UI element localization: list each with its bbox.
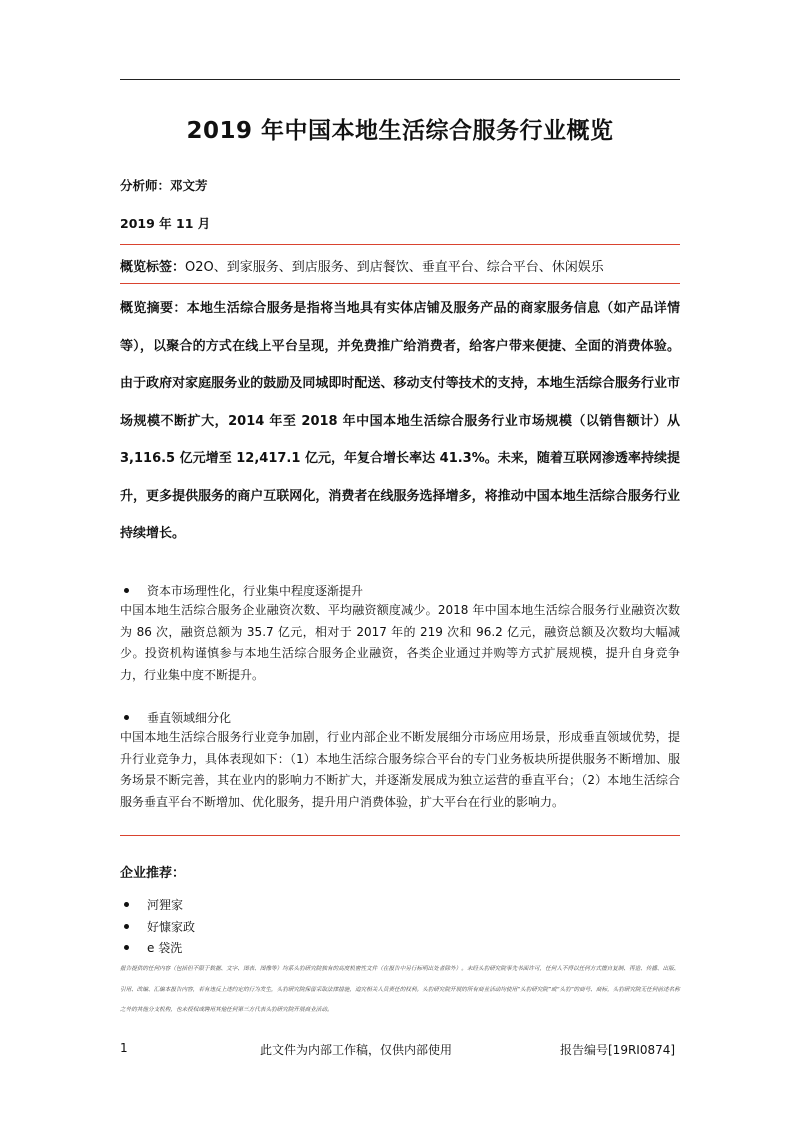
page-title: 2019 年中国本地生活综合服务行业概览 (186, 118, 614, 144)
tags-line (120, 256, 604, 275)
page-number: 1 (120, 1041, 128, 1055)
recommend-title: 企业推荐： (120, 866, 186, 881)
divider-2 (120, 283, 680, 284)
recommend-item: e 袋洗 (147, 941, 183, 955)
report-number: 报告编号[19RI0874] (560, 1043, 676, 1057)
recommend-item: 河狸家 (147, 898, 184, 912)
divider-3 (120, 835, 680, 836)
point-1-body: 中国本地生活综合服务企业融资次数、平均融资额度减少。2018 年中国本地生活综合服务行业融资次数为 86 次，融资总额为 35.7 亿元，相对于 2017 年的 219 次和 96.2 亿元，融资总额及次数均大幅减少。投资机构谨慎参与本地生活综合服务企业融资，各类企业通过并购等方式扩展规模，提升自身竞争力，行业集中度不断提升。 (120, 603, 680, 682)
bullet-icon (124, 588, 129, 593)
analyst: 分析师：邓文芳 (120, 178, 208, 193)
top-rule (120, 79, 680, 80)
summary: 概览摘要：本地生活综合服务是指将当地具有实体店铺及服务产品的商家服务信息（如产品详情等），以聚合的方式在线上平台呈现，并免费推广给消费者，给客户带来便捷、全面的消费体验。由于政府对家庭服务业的鼓励及同城即时配送、移动支付等技术的支持，本地生活综合服务行业市场规模不断扩大，2014 年至 2018 年中国本地生活综合服务行业市场规模（以销售额计）从 3,116.5 亿元增至 12,417.1 亿元，年复合增长率达 41.3%。未来，随着互联网渗透率持续提升，更多提供服务的商户互联网化，消费者在线服务选择增多，将推动中国本地生活综合服务行业持续增长。 (120, 301, 680, 541)
point-2-body: 中国本地生活综合服务行业竞争加剧，行业内部企业不断发展细分市场应用场景，形成垂直领域优势，提升行业竞争力，具体表现如下：（1）本地生活综合服务综合平台的专门业务板块所提供服务不断增加、服务场景不断完善，其在业内的影响力不断扩大，并逐渐发展成为独立运营的垂直平台；（2）本地生活综合服务垂直平台不断增加、优化服务，提升用户消费体验，扩大平台在行业的影响力。 (120, 730, 680, 809)
report-date: 2019 年 11 月 (120, 216, 211, 231)
bullet-icon (124, 945, 129, 950)
divider-1 (120, 244, 680, 245)
bullet-icon (124, 924, 129, 929)
recommend-item-row (120, 896, 183, 913)
recommend-item-row (120, 918, 195, 935)
point-2-heading-row (120, 709, 231, 726)
disclaimer: 报告提供的任何内容（包括但不限于数据、文字、图表、图像等）均系头豹研究院独有的高度机密性文件（在报告中另行标明出处者除外）。未经头豹研究院事先书面许可，任何人不得以任何方式擅自复制、再造、传播、出版、引用、改编、汇编本报告内容，若有违反上述约定的行为发生，头豹研究院保留采取法律措施，追究相关人员责任的权利。头豹研究院开展的所有商业活动均使用“头豹研究院”或“头豹”的商号、商标，头豹研究院无任何前述名称之外的其他分支机构，也未授权或聘用其他任何第三方代表头豹研究院开展商业活动。 (120, 966, 680, 1013)
recommend-item: 好慷家政 (147, 920, 196, 934)
footer-notice: 此文件为内部工作稿，仅供内部使用 (260, 1043, 453, 1057)
tags-value: O2O、到家服务、到店服务、到店餐饮、垂直平台、综合平台、休闲娱乐 (185, 260, 604, 275)
point-1-heading: 资本市场理性化，行业集中程度逐渐提升 (147, 584, 364, 598)
point-1-heading-row (120, 582, 363, 599)
recommend-item-row (120, 939, 182, 956)
point-2-heading: 垂直领域细分化 (147, 711, 232, 725)
bullet-icon (124, 902, 129, 907)
tags-label: 概览标签： (120, 260, 186, 275)
bullet-icon (124, 715, 129, 720)
